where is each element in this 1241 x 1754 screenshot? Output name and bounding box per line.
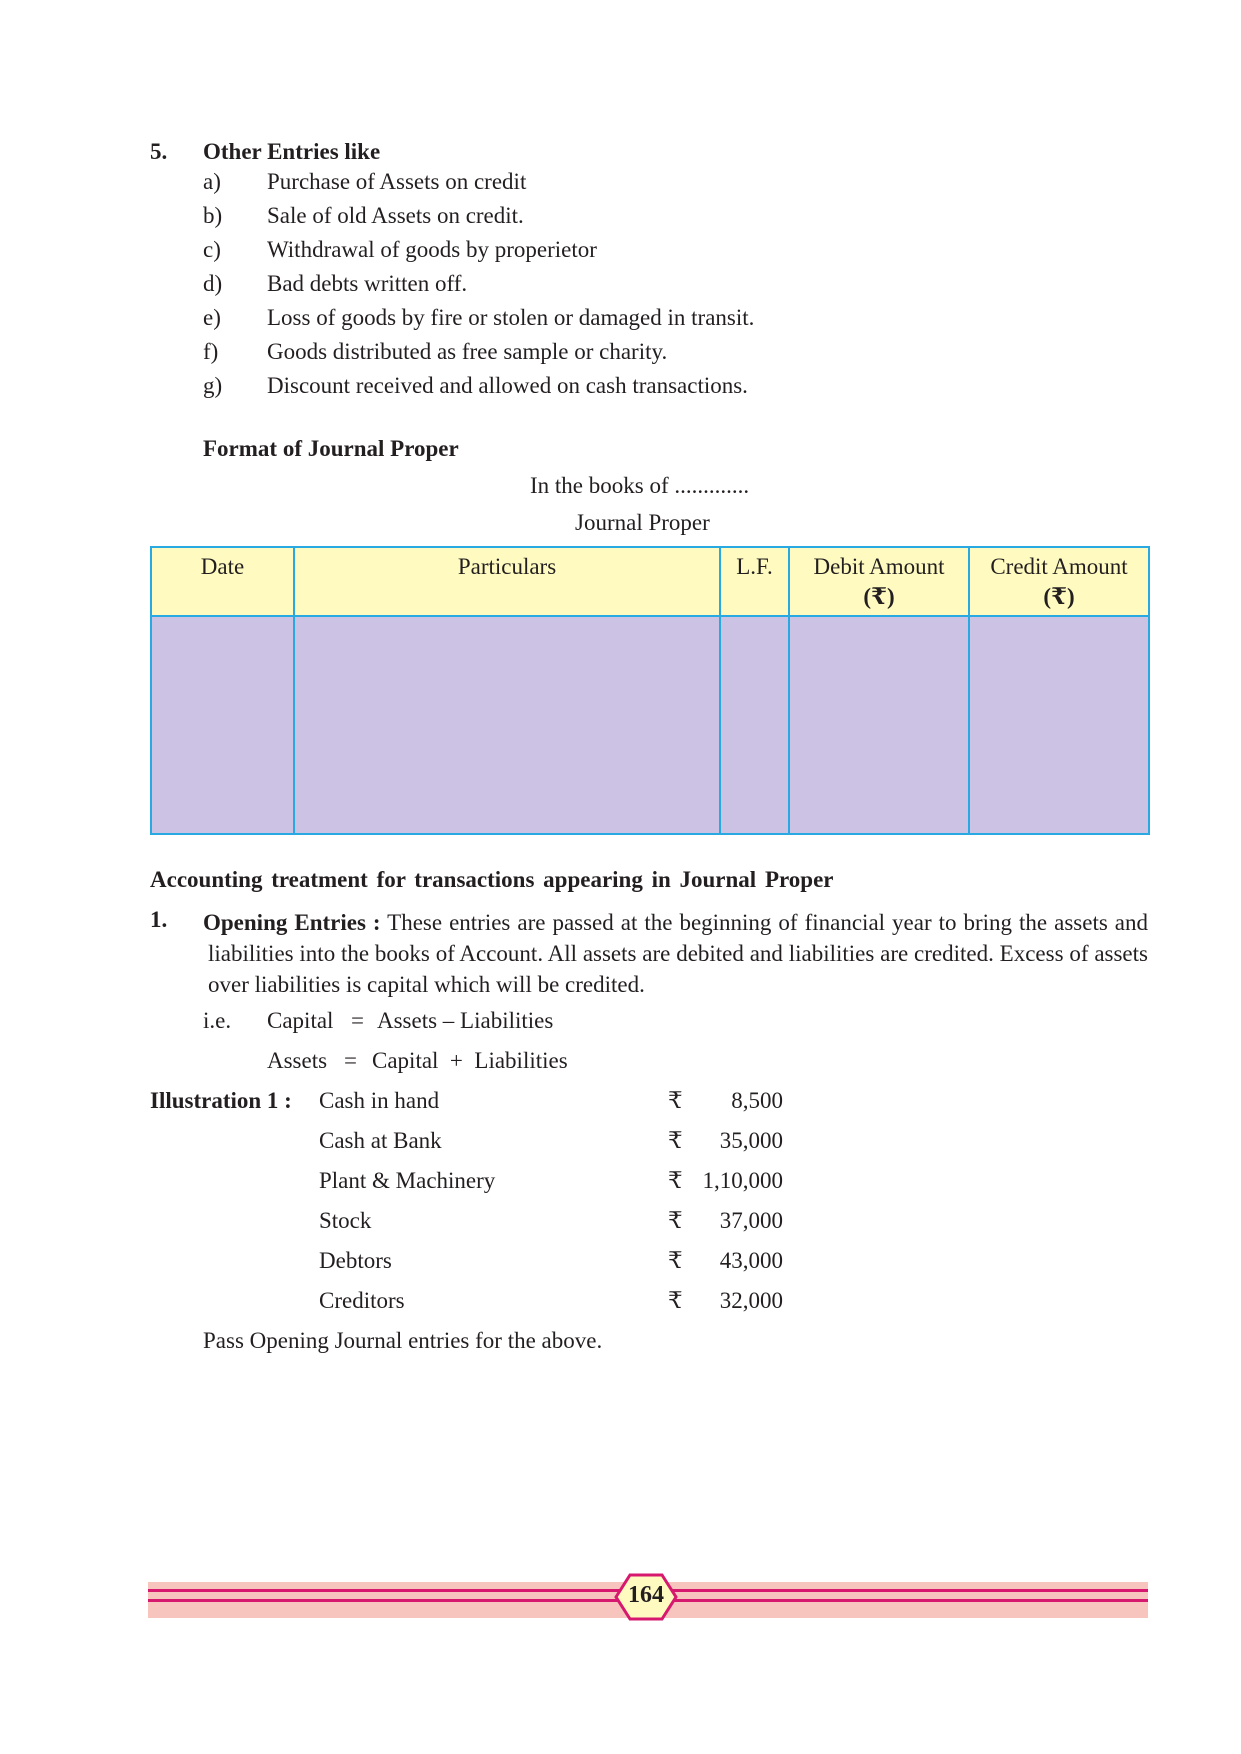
cell-date <box>151 616 294 834</box>
list-text: Bad debts written off. <box>267 271 468 296</box>
header-credit <box>969 547 1149 616</box>
opening-text: These entries are passed at the beginning of financial year to bring the assets and liabilities into the books of Account. All assets are debited and liabilities are credited. Excess of assets over liabilities is capital which will be credited. <box>208 910 1148 997</box>
illustration-item: Creditors <box>319 1288 405 1313</box>
illustration-amount: 1,10,000 <box>702 1168 783 1193</box>
header-credit-currency: (₹) <box>1043 584 1075 609</box>
section-number: 5. <box>150 139 168 164</box>
header-date: Date <box>151 547 294 616</box>
page-number: 164 <box>628 1582 664 1608</box>
list-item <box>0 1208 1241 1248</box>
list-letter: d) <box>203 271 223 296</box>
header-credit-label: Credit Amount <box>990 554 1128 579</box>
rupee-symbol: ₹ <box>668 1208 683 1233</box>
list-letter: a) <box>203 169 221 194</box>
eq2-lhs: Assets <box>267 1048 328 1073</box>
illustration-label: Illustration 1 : <box>150 1088 292 1113</box>
header-debit-label: Debit Amount <box>813 554 945 579</box>
eq1-lhs: Capital <box>267 1008 334 1033</box>
list-letter: f) <box>203 339 219 364</box>
list-letter: e) <box>203 305 221 330</box>
illustration-amount: 43,000 <box>719 1248 783 1273</box>
list-text: Sale of old Assets on credit. <box>267 203 524 228</box>
eq2-op: = <box>344 1048 357 1073</box>
cell-credit <box>969 616 1149 834</box>
rupee-symbol: ₹ <box>668 1128 683 1153</box>
header-debit <box>789 547 969 616</box>
illustration-amount: 8,500 <box>731 1088 783 1113</box>
illustration-amount: 35,000 <box>719 1128 783 1153</box>
illustration-item: Plant & Machinery <box>319 1168 496 1193</box>
cell-lf <box>720 616 789 834</box>
list-item <box>0 1088 1241 1128</box>
list-item <box>0 1248 1241 1288</box>
opening-entries-paragraph <box>203 907 1148 1000</box>
illustration-item: Debtors <box>319 1248 392 1273</box>
eq2-rhs: Capital + Liabilities <box>372 1048 568 1073</box>
journal-format-table <box>150 546 1150 835</box>
header-lf: L.F. <box>720 547 789 616</box>
format-title: Format of Journal Proper <box>203 436 459 461</box>
header-debit-currency: (₹) <box>863 584 895 609</box>
illustration-amount: 32,000 <box>719 1288 783 1313</box>
ie-label: i.e. <box>203 1008 232 1033</box>
eq1-op: = <box>351 1008 364 1033</box>
rupee-symbol: ₹ <box>668 1088 683 1113</box>
list-item <box>0 1288 1241 1328</box>
list-letter: c) <box>203 237 221 262</box>
illustration-item: Cash in hand <box>319 1088 440 1113</box>
rupee-symbol: ₹ <box>668 1248 683 1273</box>
opening-lead: Opening Entries : <box>203 910 381 935</box>
section-title: Other Entries like <box>203 139 381 164</box>
list-item <box>0 1128 1241 1168</box>
list-letter: b) <box>203 203 223 228</box>
illustration-instruction: Pass Opening Journal entries for the above. <box>203 1328 603 1353</box>
list-letter: g) <box>203 373 223 398</box>
table-body-row <box>151 616 1149 834</box>
illustration-item: Cash at Bank <box>319 1128 442 1153</box>
header-particulars: Particulars <box>294 547 720 616</box>
list-text: Discount received and allowed on cash transactions. <box>267 373 748 398</box>
cell-debit <box>789 616 969 834</box>
books-of-line: In the books of ............. <box>530 473 750 498</box>
list-text: Goods distributed as free sample or charity. <box>267 339 668 364</box>
section-heading: Accounting treatment for transactions appearing in Journal Proper <box>150 867 834 892</box>
opening-number: 1. <box>150 907 168 932</box>
table-header-row <box>151 547 1149 616</box>
eq1-rhs: Assets – Liabilities <box>377 1008 554 1033</box>
list-text: Withdrawal of goods by properietor <box>267 237 597 262</box>
list-item <box>0 1168 1241 1208</box>
journal-title: Journal Proper <box>575 510 710 535</box>
illustration-item: Stock <box>319 1208 372 1233</box>
rupee-symbol: ₹ <box>668 1168 683 1193</box>
list-text: Loss of goods by fire or stolen or damaged in transit. <box>267 305 755 330</box>
list-text: Purchase of Assets on credit <box>267 169 527 194</box>
rupee-symbol: ₹ <box>668 1288 683 1313</box>
illustration-amount: 37,000 <box>719 1208 783 1233</box>
cell-particulars <box>294 616 720 834</box>
